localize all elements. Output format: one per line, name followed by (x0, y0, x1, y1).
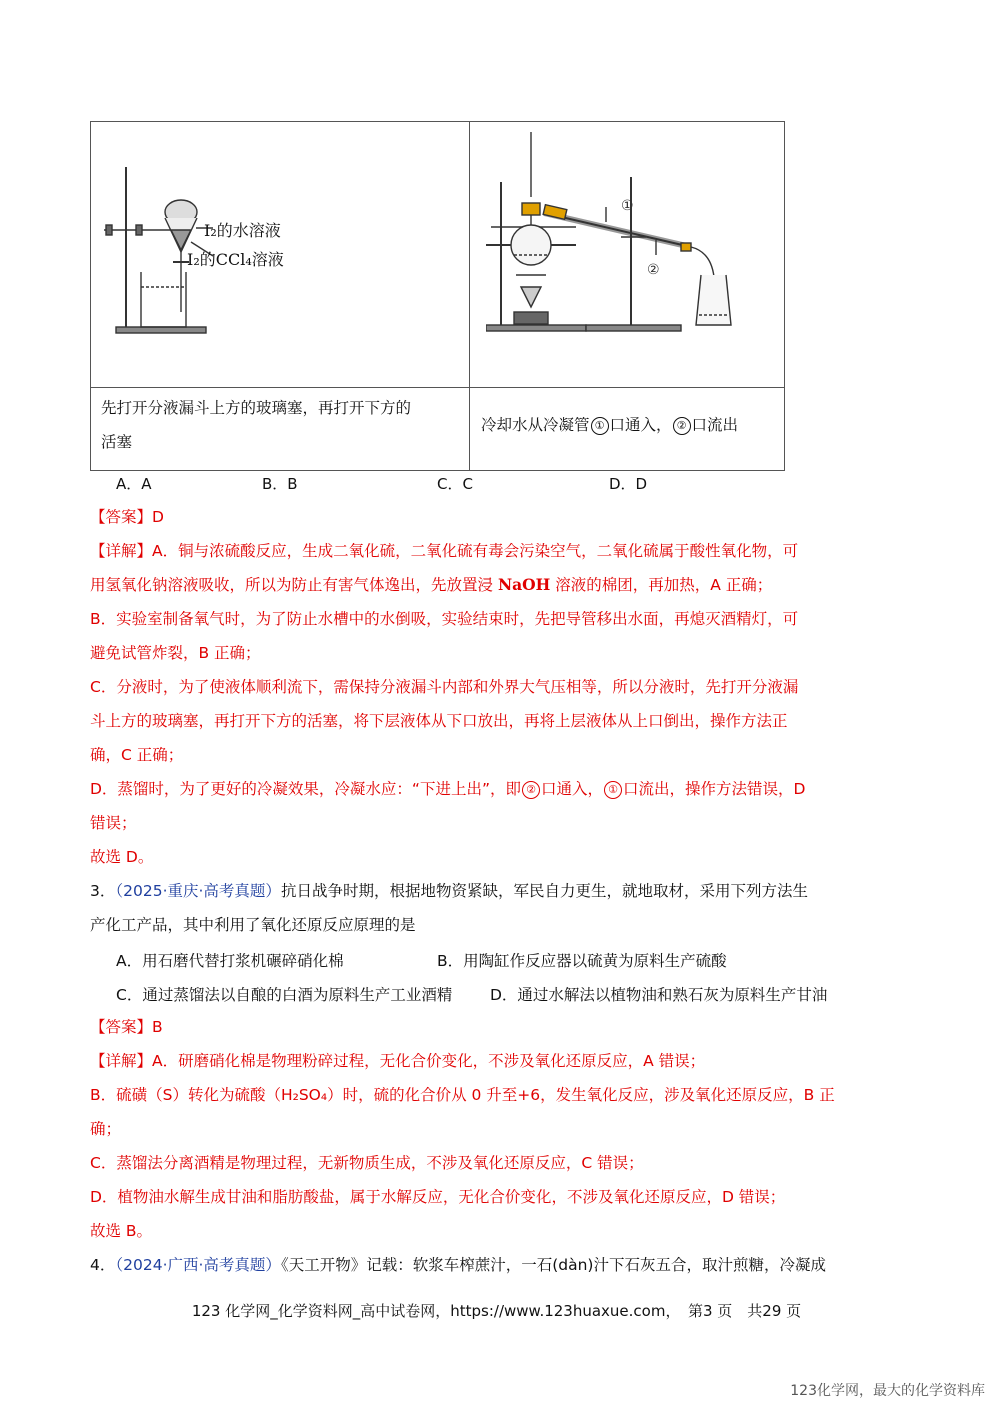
right-cell-text (481, 415, 738, 435)
q2-detail-line4: 避免试管炸裂，B 正确； (90, 644, 261, 662)
question-text: 《天工开物》记载：软浆车榨蔗汁，一石(dàn)汁下石灰五合，取汁煎糖，冷凝成 (280, 1256, 826, 1274)
option-b: B．B (262, 475, 298, 493)
question-number: 4． (90, 1256, 116, 1274)
option-a: A．A (116, 475, 152, 493)
q3-detail-line2: B．硫磺（S）转化为硫酸（H₂SO₄）时，硫的化合价从 0 升至+6，发生氧化反应，涉及氧化还原反应，B 正 (90, 1086, 835, 1104)
right-text-post: 口流出 (691, 416, 739, 434)
detail-text: 口流出，操作方法错误，D (623, 780, 806, 798)
detail-label: 【详解】 (90, 542, 153, 560)
q3-option-a: A．用石磨代替打浆机碾碎硝化棉 (116, 952, 344, 970)
diagram-mark-1: ① (621, 198, 634, 214)
right-text-pre: 冷却水从冷凝管 (481, 416, 590, 434)
detail-text: A．研磨硝化棉是物理粉碎过程，无化合价变化，不涉及氧化还原反应，A 错误； (152, 1052, 706, 1070)
question-number: 3． (90, 882, 116, 900)
detail-text: 用氢氧化钠溶液吸收，所以为防止有害气体逸出，先放置浸 (90, 576, 498, 594)
answer-value: B (152, 1018, 163, 1036)
q3-stem-line1 (90, 881, 808, 901)
source-tag: （2024·广西·高考真题） (115, 1256, 281, 1274)
q2-detail-line9: 错误； (90, 814, 137, 832)
source-tag: （2025·重庆·高考真题） (115, 882, 281, 900)
distillation-apparatus-diagram (486, 127, 756, 337)
circled-one: ① (591, 417, 609, 435)
label-i2-water-solution: I₂的水溶液 (204, 221, 281, 240)
watermark: 123化学网，最大的化学资料库 (790, 1383, 985, 1399)
q3-detail-line4: C．蒸馏法分离酒精是物理过程，无新物质生成，不涉及氧化还原反应，C 错误； (90, 1154, 644, 1172)
q3-detail-line6: 故选 B。 (90, 1222, 153, 1240)
answer-label: 【答案】 (90, 1018, 153, 1036)
q3-detail-line3: 确； (90, 1120, 122, 1138)
q3-option-b: B．用陶缸作反应器以硫黄为原料生产硫酸 (437, 952, 727, 970)
q4-stem-line1 (90, 1255, 826, 1275)
page-footer: 123 化学网_化学资料网_高中试卷网，https://www.123huaxue.com， 第3 页 共29 页 (191, 1302, 802, 1320)
q2-detail-line5: C．分液时，为了使液体顺利流下，需保持分液漏斗内部和外界大气压相等，所以分液时，先打开分液漏 (90, 678, 799, 696)
left-cell-text-line2: 活塞 (101, 433, 133, 451)
q3-stem-line2: 产化工产品，其中利用了氧化还原反应原理的是 (90, 916, 416, 934)
q2-detail-line2 (90, 575, 772, 595)
q3-answer (90, 1017, 163, 1037)
q3-detail-line5: D．植物油水解生成甘油和脂肪酸盐，属于水解反应，无化合价变化，不涉及氧化还原反应，D 错误； (90, 1188, 786, 1206)
question-text: 抗日战争时期，根据地物资紧缺，军民自力更生，就地取材，采用下列方法生 (280, 882, 808, 900)
circled-one: ① (604, 781, 622, 799)
naoh-formula: NaOH (497, 575, 551, 594)
circled-two: ② (522, 781, 540, 799)
q3-detail-line1 (90, 1051, 705, 1071)
q2-detail-line8 (90, 779, 805, 799)
q2-detail-line10: 故选 D。 (90, 848, 154, 866)
answer-label: 【答案】 (90, 508, 153, 526)
option-c: C．C (437, 475, 473, 493)
q2-detail-line3: B．实验室制备氧气时，为了防止水槽中的水倒吸，实验结束时，先把导管移出水面，再熄灭酒精灯，可 (90, 610, 799, 628)
left-cell-text-line1: 先打开分液漏斗上方的玻璃塞，再打开下方的 (101, 399, 412, 417)
detail-text: D．蒸馏时，为了更好的冷凝效果，冷凝水应：“下进上出”，即 (90, 780, 521, 798)
answer-value: D (152, 508, 164, 526)
q2-detail-line1 (90, 541, 798, 561)
detail-text: A．铜与浓硫酸反应，生成二氧化硫，二氧化硫有毒会污染空气，二氧化硫属于酸性氧化物，可 (152, 542, 799, 560)
detail-label: 【详解】 (90, 1052, 153, 1070)
table-row-divider (91, 387, 784, 388)
question-table (90, 121, 785, 471)
right-text-mid: 口通入， (609, 416, 672, 434)
detail-text: 口通入， (541, 780, 604, 798)
circled-two: ② (673, 417, 691, 435)
diagram-mark-2: ② (647, 262, 660, 278)
q2-detail-line6: 斗上方的玻璃塞，再打开下方的活塞，将下层液体从下口放出，再将上层液体从上口倒出，操作方法正 (90, 712, 788, 730)
q2-answer (90, 507, 164, 527)
option-d: D．D (609, 475, 648, 493)
q2-detail-line7: 确，C 正确； (90, 746, 184, 764)
detail-text: 溶液的棉团，再加热，A 正确； (550, 576, 773, 594)
q3-option-d: D．通过水解法以植物油和熟石灰为原料生产甘油 (490, 986, 828, 1004)
q3-option-c: C．通过蒸馏法以自酿的白酒为原料生产工业酒精 (116, 986, 453, 1004)
label-i2-ccl4-solution: I₂的CCl₄溶液 (187, 250, 284, 269)
